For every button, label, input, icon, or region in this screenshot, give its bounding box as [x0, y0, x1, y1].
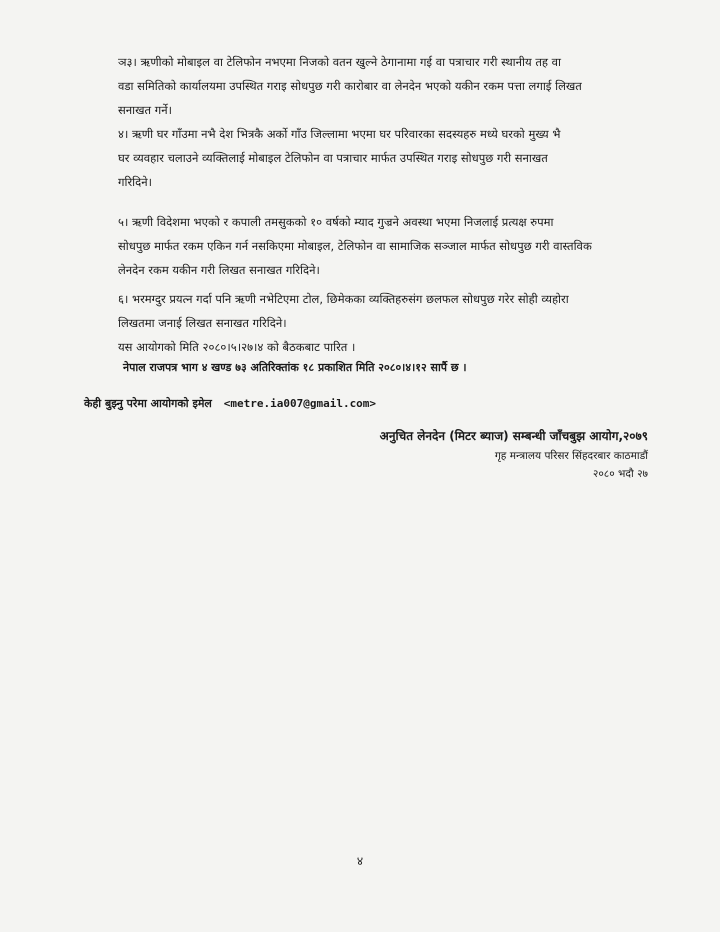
paragraph-line: ६। भरमग्दुर प्रयत्न गर्दा पनि ऋणी नभेटिएमा टोल, छिमेकका व्यक्तिहरुसंग छलफल सोधपुछ गरेर सोही व्यहोरा: [118, 292, 569, 306]
paragraph-line: सोधपुछ मार्फत रकम एकिन गर्न नसकिएमा मोबाइल, टेलिफोन वा सामाजिक सञ्जाल मार्फत सोधपुछ गरी वास्तविक: [118, 239, 592, 253]
email-note-label: केही बुझ्नु परेमा आयोगको इमेल: [84, 397, 212, 410]
commission-name: अनुचित लेनदेन (मिटर ब्याज) सम्बन्धी जाँचबुझ आयोग,२०७९: [379, 429, 648, 443]
paragraph-line: लेनदेन रकम यकीन गरी लिखत सनाखत गरिदिने।: [118, 263, 320, 277]
paragraph-2: [118, 210, 656, 282]
paragraph-line: ञ३। ऋणीको मोबाइल वा टेलिफोन नभएमा निजको वतन खुल्ने ठेगानामा गई वा पत्राचार गरी स्थानीय तह वा: [118, 55, 562, 69]
paragraph-line: वडा समितिको कार्यालयमा उपस्थित गराइ सोधपुछ गरी कारोबार वा लेनदेन भएको यकीन रकम पत्ता लगाई लिखत: [118, 79, 582, 93]
paragraph-line: ५। ऋणी विदेशमा भएको र कपाली तमसुकको १० वर्षको म्याद गुज्रने अवस्था भएमा निजलाई प्रत्यक्ष रुपमा: [118, 215, 554, 229]
signature-date: २०८० भदौ २७: [592, 468, 648, 480]
paragraph-line: लिखतमा जनाई लिखत सनाखत गरिदिने।: [118, 316, 287, 330]
email-address: <metre.ia007@gmail.com>: [223, 397, 377, 410]
paragraph-line: सनाखत गर्ने।: [118, 103, 172, 117]
gazette-publication-line: नेपाल राजपत्र भाग ४ खण्ड ७३ अतिरिक्तांक १८ प्रकाशित मिति २०८०।४।१२ सार्पै छ ।: [123, 361, 467, 374]
commission-address: गृह मन्त्रालय परिसर सिंहदरबार काठमाडौं: [494, 450, 648, 462]
email-note: [84, 396, 376, 411]
paragraph-line: गरिदिने।: [118, 175, 152, 189]
paragraph-line: ४। ऋणी घर गाँउमा नभै देश भित्रकै अर्को गाँउ जिल्लामा भएमा घर परिवारका सदस्यहरु मध्ये घरको मुख्य भै: [118, 127, 561, 141]
signature-block: [380, 425, 648, 483]
paragraph-line: यस आयोगको मिति २०८०।५।२७।४ को बैठकबाट पारित ।: [118, 340, 356, 354]
paragraph-1: [118, 50, 656, 194]
paragraph-3: [118, 287, 656, 359]
page-number: ४: [356, 854, 364, 868]
paragraph-line: घर व्यवहार चलाउने व्यक्तिलाई मोबाइल टेलिफोन वा पत्राचार मार्फत उपस्थित गराइ सोधपुछ गरी सनाखत: [118, 151, 548, 165]
